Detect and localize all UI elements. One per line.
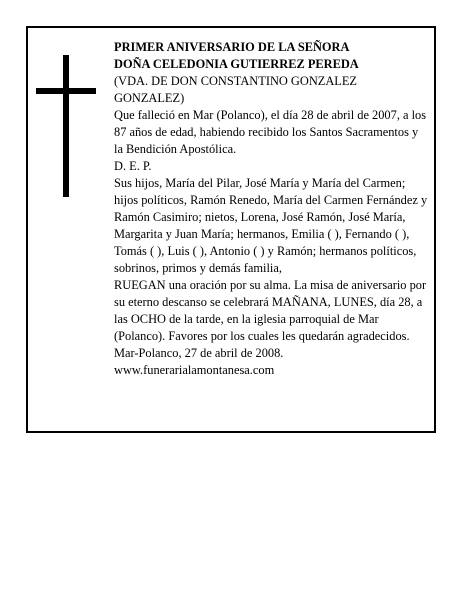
notice-text [114,39,430,379]
rip-text: D. E. P. [114,159,152,173]
cross-horizontal-bar [36,88,96,94]
notice-heading-line1: PRIMER ANIVERSARIO DE LA SEÑORA [114,40,350,54]
cross-icon [36,55,96,197]
mass-request: RUEGAN una oración por su alma. La misa de aniversario por su eterno descanso se celebrará MAÑANA, LUNES, día 28, a las OCHO de la tarde, en la iglesia parroquial de Mar (Polanco). Favores por los cuales les quedarán agradecidos. [114,278,427,343]
website-text: www.funerarialamontanesa.com [114,363,275,377]
cross-vertical-bar [63,55,69,197]
family-list: Sus hijos, María del Pilar, José María y María del Carmen; hijos políticos, Ramón Renedo, María del Carmen Fernández y Ramón Casimiro; nietos, Lorena, José Ramón, José María, Margarita y Juan María; hermanos, Emilia ( ), Fernando ( ), Tomás ( ), Luis ( ), Antonio ( ) y Ramón; hermanos políticos, sobrinos, primos y demás familia, [114,176,428,275]
notice-heading-line2: DOÑA CELEDONIA GUTIERREZ PEREDA [114,57,359,71]
widow-note: (VDA. DE DON CONSTANTINO GONZALEZ GONZALEZ) [114,74,358,105]
obituary-notice [26,26,436,433]
place-date: Mar-Polanco, 27 de abril de 2008. [114,346,284,360]
death-info: Que falleció en Mar (Polanco), el día 28 de abril de 2007, a los 87 años de edad, habiendo recibido los Santos Sacramentos y la Bendición Apostólica. [114,108,427,156]
